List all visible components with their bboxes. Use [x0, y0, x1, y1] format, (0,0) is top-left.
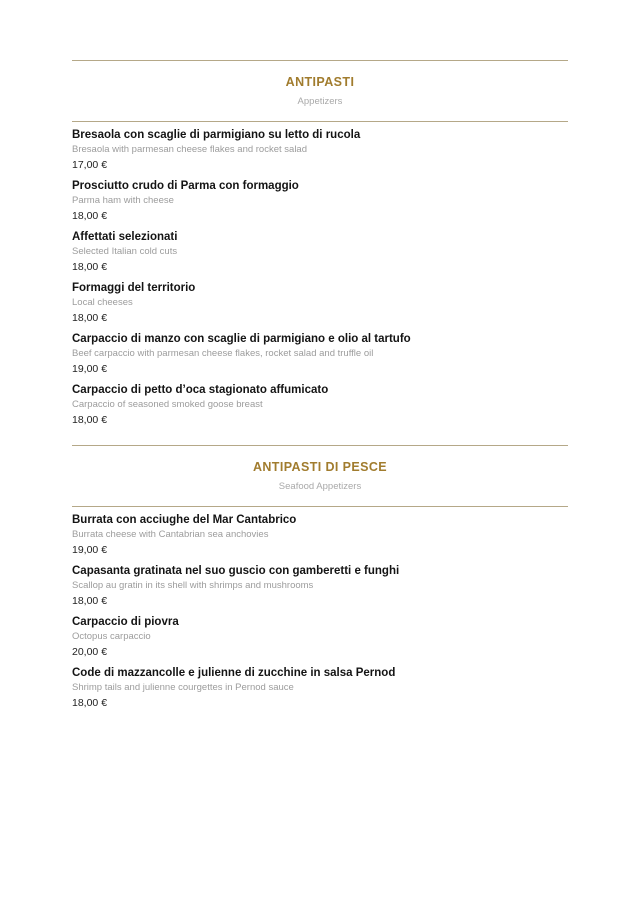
item-description: Carpaccio of seasoned smoked goose breast [72, 399, 263, 410]
item-price: 18,00 € [72, 312, 108, 324]
item-name: Formaggi del territorio [72, 282, 196, 294]
item-name: Burrata con acciughe del Mar Cantabrico [72, 514, 297, 526]
item-price: 18,00 € [72, 210, 108, 222]
item-name: Capasanta gratinata nel suo guscio con gamberetti e funghi [72, 565, 400, 577]
section-subtitle: Appetizers [297, 96, 343, 107]
item-price: 19,00 € [72, 363, 108, 375]
menu-item [72, 512, 568, 563]
item-price: 18,00 € [72, 261, 108, 273]
item-name: Affettati selezionati [72, 231, 178, 243]
item-name: Carpaccio di petto d’oca stagionato affumicato [72, 384, 329, 396]
section-items [72, 122, 568, 445]
item-price: 17,00 € [72, 159, 108, 171]
item-price: 18,00 € [72, 414, 108, 426]
item-price: 18,00 € [72, 697, 108, 709]
section-divider-top [72, 445, 568, 446]
item-description: Shrimp tails and julienne courgettes in Pernod sauce [72, 682, 294, 693]
menu-item [72, 229, 568, 280]
item-name: Bresaola con scaglie di parmigiano su letto di rucola [72, 129, 361, 141]
item-description: Burrata cheese with Cantabrian sea anchovies [72, 529, 269, 540]
item-description: Scallop au gratin in its shell with shrimps and mushrooms [72, 580, 314, 591]
menu-item [72, 127, 568, 178]
menu-section [72, 60, 568, 445]
item-name: Prosciutto crudo di Parma con formaggio [72, 180, 299, 192]
menu-item [72, 382, 568, 433]
section-divider-top [72, 60, 568, 61]
item-price: 19,00 € [72, 544, 108, 556]
section-items [72, 507, 568, 728]
item-description: Selected Italian cold cuts [72, 246, 178, 257]
item-description: Parma ham with cheese [72, 195, 174, 206]
section-title: ANTIPASTI [285, 75, 355, 89]
item-price: 18,00 € [72, 595, 108, 607]
item-name: Carpaccio di manzo con scaglie di parmigiano e olio al tartufo [72, 333, 411, 345]
menu-item [72, 614, 568, 665]
menu-item [72, 563, 568, 614]
item-description: Octopus carpaccio [72, 631, 151, 642]
section-title: ANTIPASTI DI PESCE [252, 460, 388, 474]
item-price: 20,00 € [72, 646, 108, 658]
menu-item [72, 665, 568, 716]
item-description: Local cheeses [72, 297, 133, 308]
menu-item [72, 331, 568, 382]
section-subtitle: Seafood Appetizers [278, 481, 362, 492]
menu-item [72, 280, 568, 331]
item-name: Carpaccio di piovra [72, 616, 179, 628]
menu-item [72, 178, 568, 229]
menu-section [72, 445, 568, 728]
item-description: Beef carpaccio with parmesan cheese flakes, rocket salad and truffle oil [72, 348, 374, 359]
item-description: Bresaola with parmesan cheese flakes and rocket salad [72, 144, 307, 155]
item-name: Code di mazzancolle e julienne di zucchine in salsa Pernod [72, 667, 396, 679]
